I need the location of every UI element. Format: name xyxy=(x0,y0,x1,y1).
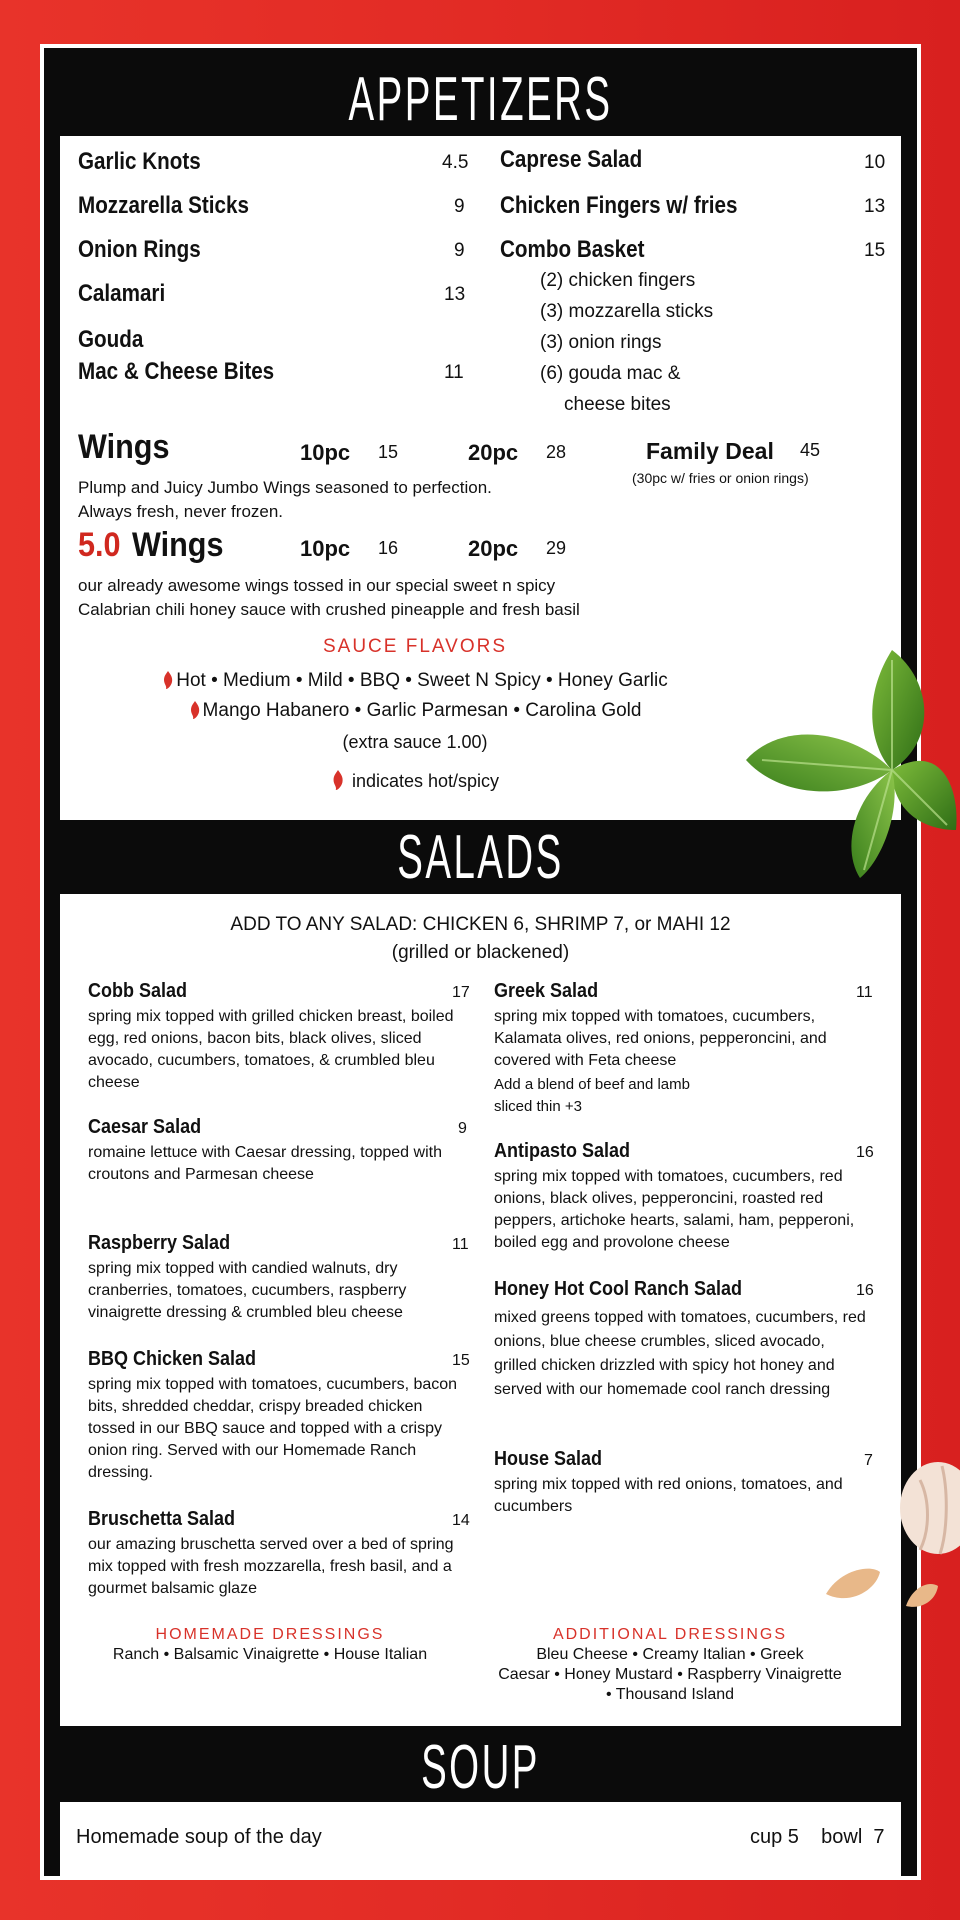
wings-desc: Plump and Juicy Jumbo Wings seasoned to perfection. xyxy=(78,478,492,497)
salad-desc: spring mix topped with tomatoes, cucumbers, red onions, black olives, pepperoncini, roasted red peppers, artichoke hearts, salami, ham, pepperoni, boiled egg and provolone cheese xyxy=(494,1168,855,1251)
salad-price: 9 xyxy=(458,1120,467,1137)
salad-name: Greek Salad xyxy=(494,980,599,1002)
combo-item: (2) chicken fingers xyxy=(540,270,696,291)
additional-dressings-line: • Thousand Island xyxy=(605,1686,735,1703)
menu-board xyxy=(52,56,909,1868)
menu-item-name: Combo Basket xyxy=(500,236,645,263)
wings5-desc: Calabrian chili honey sauce with crushed pineapple and fresh basil xyxy=(78,600,580,619)
wings5-20pc-price: 29 xyxy=(546,538,567,558)
salad-price: 17 xyxy=(452,984,470,1001)
combo-item: (3) mozzarella sticks xyxy=(540,301,714,322)
menu-item-price: 10 xyxy=(864,152,886,173)
menu-item-price: 13 xyxy=(864,196,886,217)
additional-dressings-line: Caesar • Honey Mustard • Raspberry Vinaigrette xyxy=(498,1666,842,1683)
sauce-flavors-heading: SAUCE FLAVORS xyxy=(322,636,508,657)
menu-item-name: Garlic Knots xyxy=(78,148,201,175)
soup-panel xyxy=(60,1802,901,1876)
menu-item-price: 9 xyxy=(454,196,465,217)
chili-pepper-icon xyxy=(331,770,345,790)
wings5-desc: our already awesome wings tossed in our special sweet n spicy xyxy=(78,576,556,595)
wings-10pc-price: 15 xyxy=(378,442,399,462)
chili-pepper-icon xyxy=(189,701,201,719)
family-deal-note: (30pc w/ fries or onion rings) xyxy=(632,470,809,486)
wings5-10pc-label: 10pc xyxy=(300,536,351,561)
salad-price: 16 xyxy=(856,1282,874,1299)
menu-item-price: 11 xyxy=(444,362,464,383)
extra-sauce-note: (extra sauce 1.00) xyxy=(342,732,488,752)
menu-item-name: Onion Rings xyxy=(78,236,201,263)
menu-item-name: Caprese Salad xyxy=(500,146,643,173)
homemade-dressings-heading: HOMEMADE DRESSINGS xyxy=(155,1626,385,1643)
soup-title: SOUP xyxy=(421,1733,540,1802)
salad-name: Bruschetta Salad xyxy=(88,1508,236,1530)
spicy-legend-text: indicates hot/spicy xyxy=(351,771,500,791)
wings-title: Wings xyxy=(78,428,170,466)
menu-item-price: 15 xyxy=(864,240,886,261)
salad-name: Honey Hot Cool Ranch Salad xyxy=(494,1278,743,1300)
salad-price: 11 xyxy=(452,1236,469,1253)
sauce-line xyxy=(60,670,770,692)
sauce-line-1: Hot • Medium • Mild • BBQ • Sweet N Spicy • Honey Garlic xyxy=(176,670,668,691)
wings-20pc-price: 28 xyxy=(546,442,567,462)
salad-desc: spring mix topped with red onions, tomatoes, and cucumbers xyxy=(494,1476,843,1515)
combo-item: (3) onion rings xyxy=(540,332,662,353)
salad-addon: ADD TO ANY SALAD: CHICKEN 6, SHRIMP 7, or MAHI 12 xyxy=(230,914,731,935)
wings5-10pc-price: 16 xyxy=(378,538,399,558)
wings5-prefix: 5.0 xyxy=(78,526,121,564)
menu-item-price: 13 xyxy=(444,284,466,305)
spicy-legend xyxy=(60,770,770,792)
sauce-line-2: Mango Habanero • Garlic Parmesan • Carolina Gold xyxy=(202,700,642,721)
salad-price: 15 xyxy=(452,1352,470,1369)
menu-item-name: Gouda xyxy=(78,326,144,353)
salad-addon-note: (grilled or blackened) xyxy=(391,942,570,963)
salads-panel xyxy=(60,894,901,1726)
menu-item-name: Chicken Fingers w/ fries xyxy=(500,192,738,219)
menu-item-price: 9 xyxy=(454,240,465,261)
wings-10pc-label: 10pc xyxy=(300,440,351,465)
wings-20pc-label: 20pc xyxy=(468,440,519,465)
additional-dressings-heading: ADDITIONAL DRESSINGS xyxy=(552,1626,788,1643)
salad-name: Antipasto Salad xyxy=(494,1140,631,1162)
wings5-20pc-label: 20pc xyxy=(468,536,519,561)
sauce-line xyxy=(60,700,770,722)
chili-pepper-icon xyxy=(162,671,174,689)
salad-name: Cobb Salad xyxy=(88,980,188,1002)
salad-desc: spring mix topped with tomatoes, cucumbers, bacon bits, shredded cheddar, crispy breaded chicken tossed in our BBQ sauce and topped with a crispy onion ring. Served with our Homemade Ranch dressing. xyxy=(88,1376,458,1481)
salad-desc: romaine lettuce with Caesar dressing, topped with croutons and Parmesan cheese xyxy=(88,1144,442,1183)
menu-frame xyxy=(40,44,921,1880)
salad-desc: spring mix topped with grilled chicken breast, boiled egg, red onions, bacon bits, black olives, sliced avocado, cucumbers, tomatoes, & crumbled bleu cheese xyxy=(88,1008,454,1091)
salad-desc: spring mix topped with candied walnuts, dry cranberries, tomatoes, cucumbers, raspberry vinaigrette dressing & crumbled bleu cheese xyxy=(88,1260,407,1321)
combo-item: (6) gouda mac & xyxy=(540,363,681,384)
salad-price: 11 xyxy=(856,984,873,1001)
basil-leaf-image xyxy=(742,640,960,880)
salad-extra: Add a blend of beef and lamb sliced thin +3 xyxy=(494,1076,690,1115)
salad-desc: mixed greens topped with tomatoes, cucumbers, red onions, blue cheese crumbles, sliced avocado, grilled chicken drizzled with spicy hot honey and served with our homemade cool ranch dressing xyxy=(494,1309,866,1398)
salad-name: Raspberry Salad xyxy=(88,1232,231,1254)
garlic-clove-image xyxy=(820,1460,960,1610)
menu-item-name: Mozzarella Sticks xyxy=(78,192,249,219)
salad-desc: our amazing bruschetta served over a bed of spring mix topped with fresh mozzarella, fresh basil, and a gourmet balsamic glaze xyxy=(88,1536,454,1597)
wings5-title: Wings xyxy=(132,526,224,564)
family-deal-price: 45 xyxy=(800,440,821,460)
soup-name: Homemade soup of the day xyxy=(76,1826,322,1848)
salad-name: BBQ Chicken Salad xyxy=(88,1348,257,1370)
combo-item: cheese bites xyxy=(564,394,671,415)
salad-name: Caesar Salad xyxy=(88,1116,202,1138)
salad-price: 7 xyxy=(864,1452,873,1469)
homemade-dressings-list: Ranch • Balsamic Vinaigrette • House Italian xyxy=(112,1646,428,1663)
menu-item-price: 4.5 xyxy=(442,152,469,173)
menu-item-name: Mac & Cheese Bites xyxy=(78,358,275,385)
soup-prices: cup 5 bowl 7 xyxy=(750,1826,885,1848)
salad-name: House Salad xyxy=(494,1448,603,1470)
salad-desc: spring mix topped with tomatoes, cucumbers, Kalamata olives, red onions, pepperoncini, and covered with Feta cheese xyxy=(494,1008,827,1069)
wings-desc: Always fresh, never frozen. xyxy=(78,502,284,521)
appetizers-title: APPETIZERS xyxy=(348,65,613,134)
salad-price: 16 xyxy=(856,1144,874,1161)
salads-title: SALADS xyxy=(397,823,564,892)
additional-dressings-line: Bleu Cheese • Creamy Italian • Greek xyxy=(536,1646,804,1663)
family-deal-title: Family Deal xyxy=(646,438,774,464)
menu-item-name: Calamari xyxy=(78,280,166,307)
salad-price: 14 xyxy=(452,1512,470,1529)
